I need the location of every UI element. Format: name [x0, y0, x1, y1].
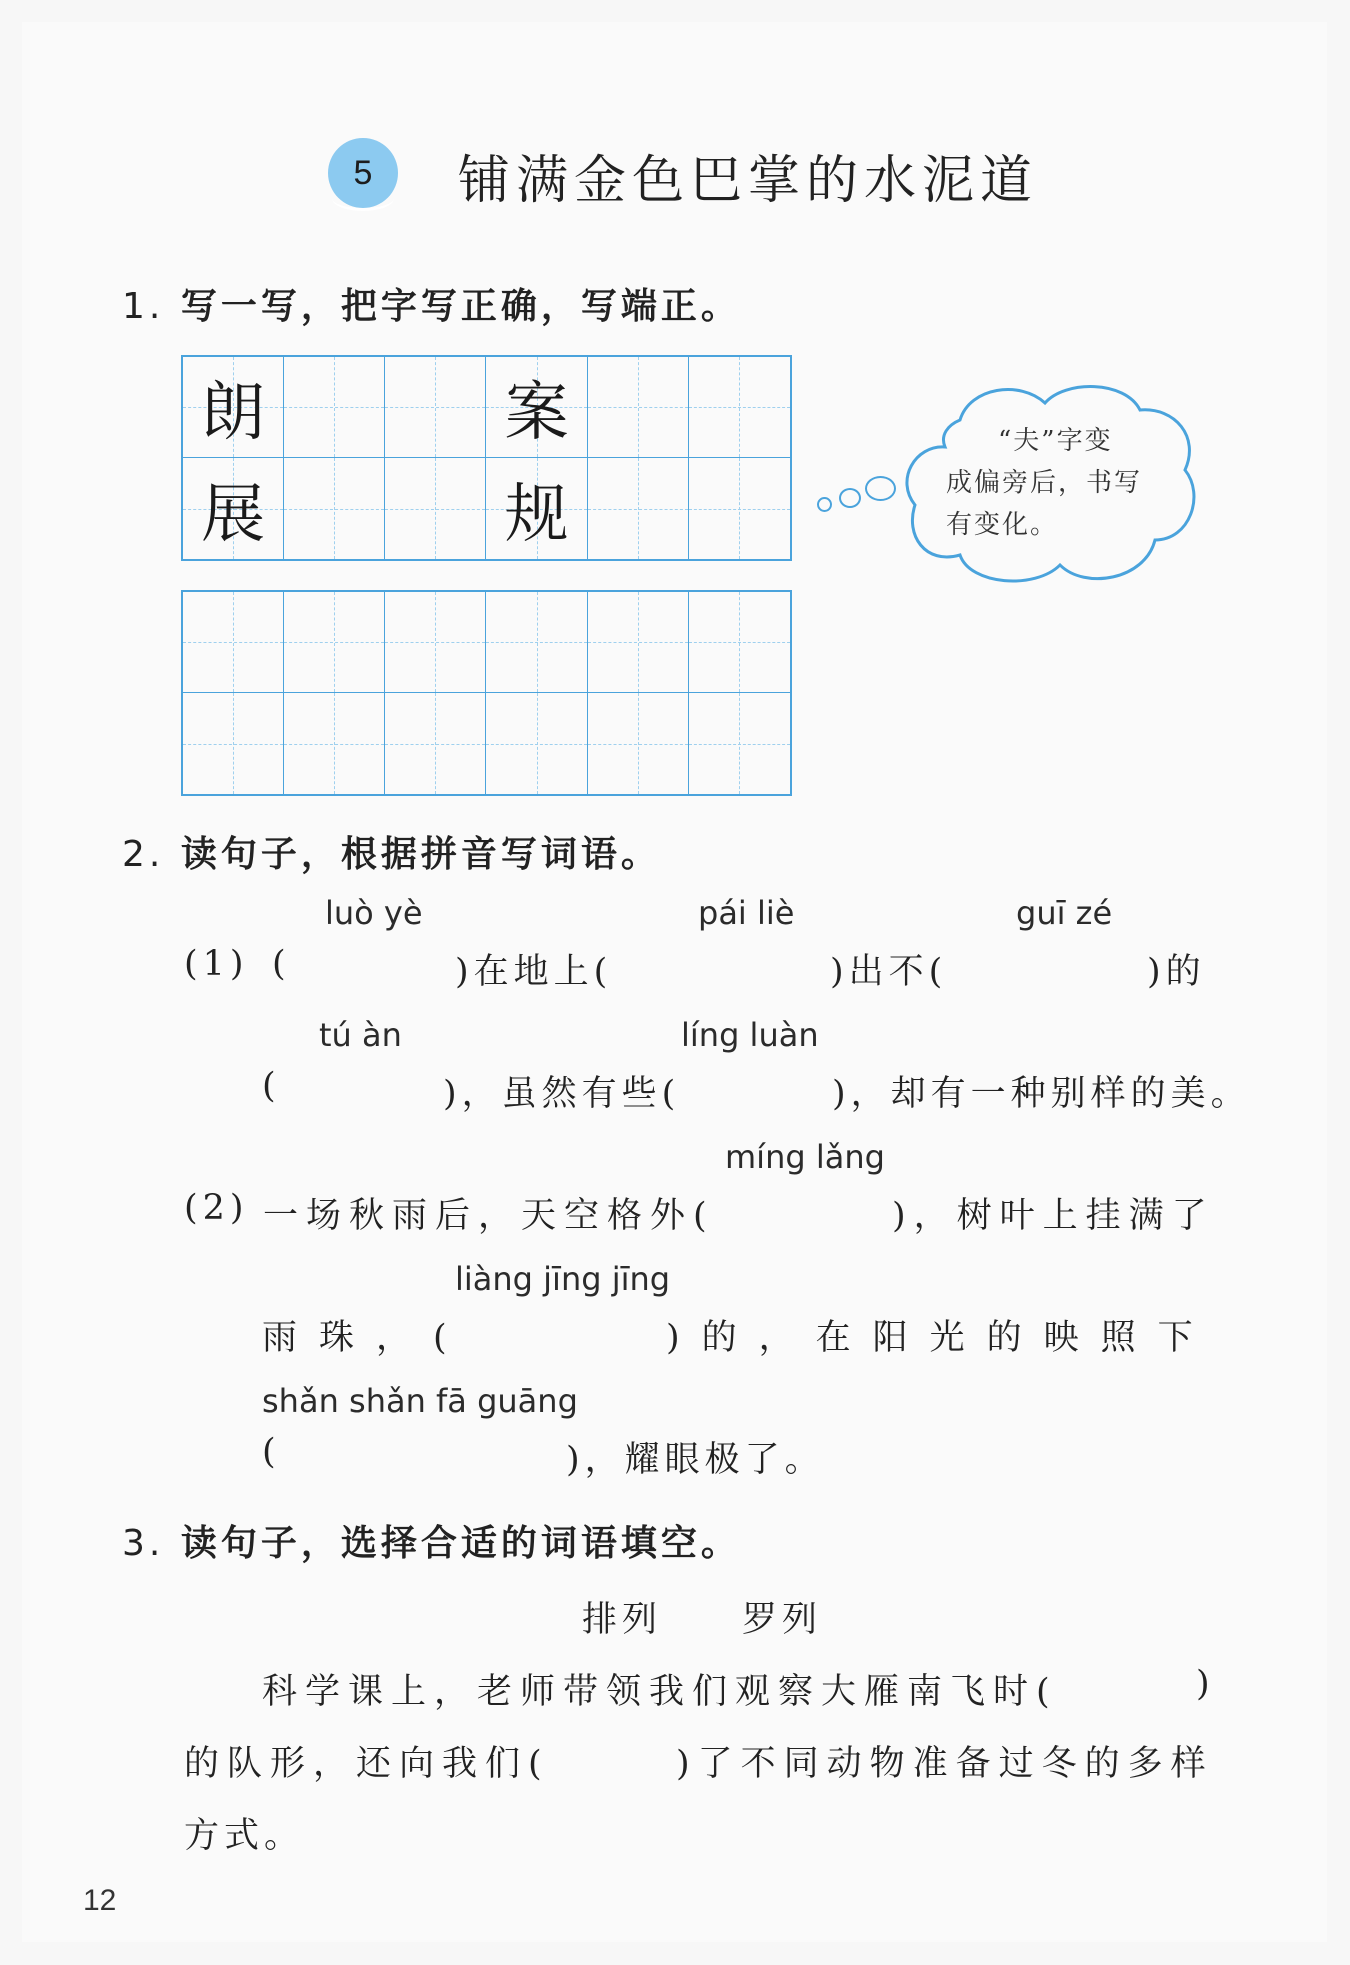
q2-1-label: (1) [184, 944, 249, 984]
q2-1-line2-open-paren: ( [262, 1066, 281, 1106]
q2-number: 2. [122, 834, 165, 875]
q3-text-line1-a: 科学课上，老师带领我们观察大雁南飞时( [262, 1672, 1058, 1712]
q2-1-text-b: )出不( [830, 952, 948, 992]
q2-heading-text: 读句子，根据拼音写词语。 [180, 833, 661, 875]
thought-bubble-dot-medium [839, 488, 861, 508]
q2-1-text-c: )的 [1147, 952, 1206, 992]
q2-2-label: (2) [184, 1188, 249, 1228]
char-zhan: 展 [201, 477, 266, 552]
q3-option-pailie: 排列 [582, 1600, 663, 1640]
q2-1-open-paren: ( [272, 944, 291, 984]
pinyin-shan-shan-fa-guang: shǎn shǎn fā guāng [262, 1382, 578, 1420]
pinyin-luo-ye: luò yè [325, 894, 423, 932]
page-number: 12 [83, 1884, 117, 1917]
q3-option-luolie: 罗列 [742, 1600, 823, 1640]
grid-cell[interactable] [284, 458, 385, 559]
grid-cell[interactable] [689, 592, 790, 693]
q2-1-line2-text-a: )，虽然有些( [443, 1074, 681, 1114]
grid-cell[interactable] [689, 458, 790, 559]
q2-2-text-b: )，树叶上挂满了 [892, 1196, 1215, 1236]
pinyin-tu-an: tú àn [319, 1016, 402, 1054]
pinyin-liang-jing-jing: liàng jīng jīng [455, 1260, 671, 1298]
grid-cell[interactable] [183, 357, 284, 458]
char-an: 案 [504, 376, 569, 450]
grid-cell[interactable] [385, 693, 486, 794]
grid-cell[interactable] [284, 592, 385, 693]
grid-cell[interactable] [284, 693, 385, 794]
q3-text-line3: 方式。 [184, 1816, 305, 1856]
q2-2-line2-text-a: 雨珠，( [262, 1318, 469, 1358]
q3-heading [122, 1515, 741, 1566]
grid-cell[interactable] [385, 592, 486, 693]
grid-cell[interactable] [183, 592, 284, 693]
q2-2-line3-open-paren: ( [262, 1432, 281, 1472]
tip-line-3: 有变化。 [946, 510, 1059, 540]
badge-curl-decoration [332, 186, 394, 211]
pinyin-ming-lang: míng lǎng [725, 1138, 885, 1176]
thought-bubble-dot-large [865, 476, 896, 501]
q2-2-line2-text-b: )的，在阳光的映照下 [666, 1318, 1215, 1358]
grid-cell[interactable] [385, 458, 486, 559]
q3-text-line1-b: ) [1196, 1664, 1215, 1704]
grid-cell[interactable] [486, 458, 587, 559]
writing-grid-bottom [181, 590, 792, 796]
char-lang: 朗 [201, 376, 266, 450]
grid-cell[interactable] [486, 357, 587, 458]
grid-cell[interactable] [588, 693, 689, 794]
q3-number: 3. [122, 1523, 165, 1564]
q1-heading [122, 278, 741, 329]
lesson-number: 5 [353, 154, 373, 192]
grid-cell[interactable] [385, 357, 486, 458]
q2-1-text-a: )在地上( [455, 952, 613, 992]
pinyin-ling-luan: líng luàn [681, 1016, 819, 1054]
grid-cell[interactable] [588, 592, 689, 693]
grid-cell[interactable] [588, 357, 689, 458]
grid-cell[interactable] [183, 458, 284, 559]
lesson-title: 铺满金色巴掌的水泥道 [458, 151, 1039, 211]
q3-heading-text: 读句子，选择合适的词语填空。 [180, 1522, 741, 1564]
grid-cell[interactable] [689, 357, 790, 458]
char-gui: 规 [504, 477, 569, 552]
q2-2-line3-text: )，耀眼极了。 [566, 1440, 825, 1480]
grid-cell[interactable] [689, 693, 790, 794]
grid-cell[interactable] [486, 693, 587, 794]
thought-bubble-dot-small [817, 497, 832, 512]
grid-cell[interactable] [588, 458, 689, 559]
pinyin-pai-lie: pái liè [698, 894, 795, 932]
tip-line-2: 成偏旁后，书写 [946, 468, 1143, 498]
writing-grid-top [181, 355, 792, 561]
q1-heading-text: 写一写，把字写正确，写端正。 [180, 285, 741, 327]
q2-1-line2-text-b: )，却有一种别样的美。 [832, 1074, 1251, 1114]
q3-text-line2-b: )了不同动物准备过冬的多样 [676, 1744, 1214, 1784]
grid-cell[interactable] [486, 592, 587, 693]
tip-line-1: “夫”字变 [998, 426, 1113, 456]
q2-heading [122, 826, 661, 877]
pinyin-gui-ze: guī zé [1016, 894, 1113, 932]
grid-cell[interactable] [183, 693, 284, 794]
q2-2-text-a: 一场秋雨后，天空格外( [263, 1196, 715, 1236]
q3-text-line2-a: 的队形，还向我们( [184, 1744, 550, 1784]
grid-cell[interactable] [284, 357, 385, 458]
q1-number: 1. [122, 286, 165, 327]
